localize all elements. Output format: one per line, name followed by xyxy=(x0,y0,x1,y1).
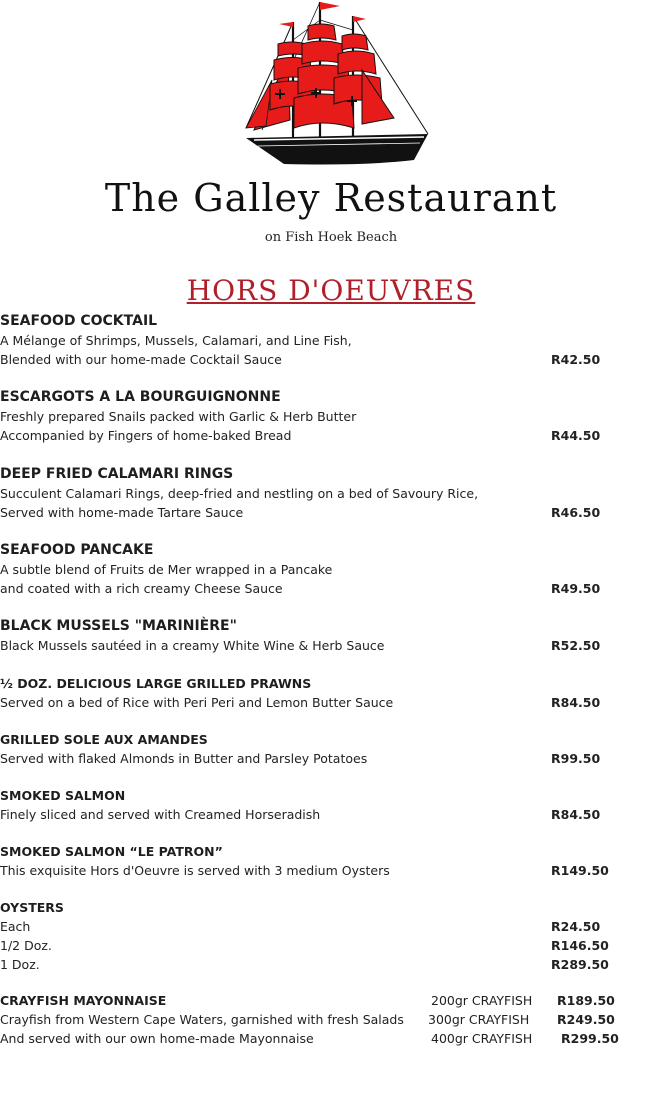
menu-item xyxy=(0,312,662,369)
item-name: OYSTERS xyxy=(0,900,64,915)
item-description: and coated with a rich creamy Cheese Sauce xyxy=(0,581,283,596)
item-price: R99.50 xyxy=(551,751,601,766)
menu-item xyxy=(0,730,662,768)
item-description: Black Mussels sautéed in a creamy White Wine & Herb Sauce xyxy=(0,638,385,653)
menu-item xyxy=(0,842,662,880)
section-title: HORS D'OEUVRES xyxy=(186,274,476,307)
menu-item-crayfish xyxy=(0,991,662,1048)
item-name: SMOKED SALMON xyxy=(0,788,126,803)
menu-item xyxy=(0,786,662,824)
crayfish-size: 400gr CRAYFISH xyxy=(431,1031,533,1046)
item-price: R49.50 xyxy=(551,581,601,596)
item-name: DEEP FRIED CALAMARI RINGS xyxy=(0,466,234,482)
crayfish-size: 300gr CRAYFISH xyxy=(428,1012,530,1027)
item-name: SEAFOOD PANCAKE xyxy=(0,542,154,558)
item-price: R42.50 xyxy=(551,352,601,367)
item-description: Served with home-made Tartare Sauce xyxy=(0,505,244,520)
item-description: And served with our own home-made Mayonnaise xyxy=(0,1031,314,1046)
sailing-ship-icon xyxy=(244,0,430,168)
item-description: Blended with our home-made Cocktail Sauce xyxy=(0,352,282,367)
item-price: R299.50 xyxy=(561,1031,619,1046)
item-description: Served with flaked Almonds in Butter and Parsley Potatoes xyxy=(0,751,368,766)
item-description: A subtle blend of Fruits de Mer wrapped in a Pancake xyxy=(0,562,333,577)
item-name: ESCARGOTS A LA BOURGUIGNONNE xyxy=(0,389,281,405)
item-price: R24.50 xyxy=(551,919,601,934)
item-name: SMOKED SALMON “LE PATRON” xyxy=(0,844,223,859)
item-description: Crayfish from Western Cape Waters, garnished with fresh Salads xyxy=(0,1012,404,1027)
item-description: Accompanied by Fingers of home-baked Bread xyxy=(0,428,292,443)
item-price: R52.50 xyxy=(551,638,601,653)
menu-item xyxy=(0,388,662,445)
restaurant-title: The Galley Restaurant xyxy=(104,176,558,220)
item-description: This exquisite Hors d'Oeuvre is served with 3 medium Oysters xyxy=(0,863,390,878)
oyster-portion: Each xyxy=(0,919,31,934)
item-name: GRILLED SOLE AUX AMANDES xyxy=(0,732,208,747)
menu-item xyxy=(0,465,662,522)
item-price: R289.50 xyxy=(551,957,609,972)
item-description: Finely sliced and served with Creamed Horseradish xyxy=(0,807,321,822)
item-price: R189.50 xyxy=(557,993,615,1008)
crayfish-size: 200gr CRAYFISH xyxy=(431,993,533,1008)
item-name: ½ DOZ. DELICIOUS LARGE GRILLED PRAWNS xyxy=(0,676,312,691)
item-name: SEAFOOD COCKTAIL xyxy=(0,313,158,329)
item-description: Succulent Calamari Rings, deep-fried and nestling on a bed of Savoury Rice, xyxy=(0,486,479,501)
item-price: R44.50 xyxy=(551,428,601,443)
menu-item xyxy=(0,541,662,598)
oyster-portion: 1 Doz. xyxy=(0,957,40,972)
item-price: R84.50 xyxy=(551,695,601,710)
item-name: CRAYFISH MAYONNAISE xyxy=(0,993,167,1008)
item-price: R84.50 xyxy=(551,807,601,822)
item-description: A Mélange of Shrimps, Mussels, Calamari, and Line Fish, xyxy=(0,333,352,348)
item-description: Freshly prepared Snails packed with Garlic & Herb Butter xyxy=(0,409,357,424)
menu-item xyxy=(0,674,662,712)
restaurant-subtitle: on Fish Hoek Beach xyxy=(264,230,398,245)
item-name: BLACK MUSSELS "MARINIÈRE" xyxy=(0,618,237,634)
item-price: R149.50 xyxy=(551,863,609,878)
menu-item xyxy=(0,617,662,655)
menu-item-oysters xyxy=(0,898,662,974)
item-price: R249.50 xyxy=(557,1012,615,1027)
item-price: R146.50 xyxy=(551,938,609,953)
oyster-portion: 1/2 Doz. xyxy=(0,938,52,953)
item-price: R46.50 xyxy=(551,505,601,520)
item-description: Served on a bed of Rice with Peri Peri and Lemon Butter Sauce xyxy=(0,695,394,710)
